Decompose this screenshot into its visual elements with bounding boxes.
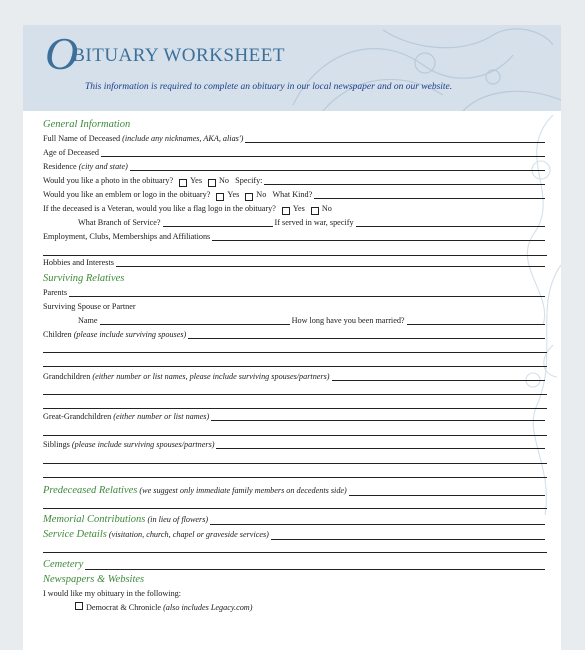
photo-question: Would you like a photo in the obituary? [43, 176, 174, 185]
employment-field-line-2[interactable] [43, 255, 547, 256]
service-field[interactable] [271, 538, 545, 540]
service-field-line-2[interactable] [43, 552, 547, 553]
general-information-heading: General Information [43, 119, 131, 130]
page-subtitle: This information is required to complete an obituary in our local newspaper and on our website. [85, 82, 453, 92]
parents-field[interactable] [69, 295, 545, 297]
title-initial: O [45, 28, 79, 79]
emblem-kind-field[interactable] [314, 197, 545, 199]
grandchildren-field[interactable] [332, 379, 545, 381]
grandchildren-field-line-3[interactable] [43, 408, 547, 409]
spouse-label: Surviving Spouse or Partner [43, 302, 136, 311]
served-war-label: If served in war, specify [274, 218, 354, 227]
great-grandchildren-note: (either number or list names) [113, 412, 210, 421]
residence-label: Residence [43, 162, 77, 171]
great-grandchildren-label: Great-Grandchildren [43, 412, 112, 421]
grandchildren-row [43, 371, 547, 383]
great-grandchildren-field[interactable] [211, 419, 545, 421]
branch-label: What Branch of Service? [78, 218, 161, 227]
parents-row [43, 287, 547, 299]
residence-row [43, 161, 547, 173]
cemetery-field[interactable] [85, 568, 545, 570]
age-label: Age of Deceased [43, 148, 99, 157]
emblem-row [43, 189, 547, 201]
predeceased-heading: Predeceased Relatives [43, 485, 138, 496]
photo-yes-label: Yes [190, 176, 203, 185]
header-banner [23, 25, 561, 111]
spouse-name-row [78, 315, 547, 327]
predeceased-row [43, 484, 547, 498]
children-label: Children [43, 330, 72, 339]
veteran-yes-label: Yes [292, 204, 305, 213]
predeceased-note: (we suggest only immediate family members on decedents side) [139, 486, 347, 495]
title-text: BITUARY WORKSHEET [72, 45, 285, 66]
veteran-yes-checkbox[interactable] [282, 207, 290, 215]
emblem-yes-checkbox[interactable] [216, 193, 224, 201]
great-grandchildren-field-line-2[interactable] [43, 435, 547, 436]
service-heading: Service Details [43, 529, 107, 540]
branch-row [78, 217, 547, 229]
what-kind-label: What Kind? [272, 190, 313, 199]
veteran-no-checkbox[interactable] [311, 207, 319, 215]
newspaper-option-1 [75, 602, 252, 614]
residence-field[interactable] [130, 169, 545, 171]
democrat-chronicle-checkbox[interactable] [75, 602, 83, 610]
children-field-line-2[interactable] [43, 352, 547, 353]
age-row [43, 147, 547, 159]
name-label: Name [78, 316, 98, 325]
siblings-row [43, 439, 547, 451]
emblem-no-label: No [256, 190, 267, 199]
branch-field[interactable] [163, 225, 273, 227]
page-title [45, 27, 285, 80]
photo-specify-field[interactable] [264, 183, 545, 185]
hobbies-field[interactable] [116, 265, 545, 267]
age-field[interactable] [101, 155, 545, 157]
veteran-no-label: No [321, 204, 332, 213]
served-war-field[interactable] [356, 225, 545, 227]
residence-note: (city and state) [78, 162, 128, 171]
photo-no-label: No [219, 176, 230, 185]
memorial-row [43, 513, 547, 527]
grandchildren-label: Grandchildren [43, 372, 91, 381]
cemetery-heading: Cemetery [43, 559, 84, 570]
spouse-row [43, 301, 547, 313]
siblings-label: Siblings [43, 440, 70, 449]
emblem-no-checkbox[interactable] [245, 193, 253, 201]
children-field-line-3[interactable] [43, 366, 547, 367]
cemetery-row [43, 558, 547, 572]
siblings-field[interactable] [216, 447, 545, 449]
veteran-question: If the deceased is a Veteran, would you like a flag logo in the obituary? [43, 204, 276, 213]
full-name-field[interactable] [245, 141, 545, 143]
great-grandchildren-row [43, 411, 547, 423]
parents-label: Parents [43, 288, 68, 297]
democrat-chronicle-note: (also includes Legacy.com) [163, 603, 253, 612]
predeceased-field[interactable] [349, 494, 545, 496]
siblings-field-line-2[interactable] [43, 463, 547, 464]
married-label: How long have you been married? [291, 316, 405, 325]
grandchildren-field-line-2[interactable] [43, 394, 547, 395]
siblings-field-line-3[interactable] [43, 477, 547, 478]
specify-label: Specify: [235, 176, 263, 185]
siblings-note: (please include surviving spouses/partners) [71, 440, 215, 449]
newspapers-heading: Newspapers & Websites [43, 574, 145, 585]
married-field[interactable] [407, 323, 545, 325]
children-field[interactable] [188, 337, 545, 339]
hobbies-row [43, 257, 547, 269]
service-note: (visitation, church, chapel or graveside services) [108, 530, 269, 539]
full-name-note: (include any nicknames, AKA, alias') [122, 134, 244, 143]
full-name-label: Full Name of Deceased [43, 134, 121, 143]
photo-row [43, 175, 547, 187]
employment-field[interactable] [212, 239, 545, 241]
service-row [43, 528, 547, 542]
photo-yes-checkbox[interactable] [179, 179, 187, 187]
worksheet-page [23, 25, 561, 650]
memorial-field[interactable] [210, 523, 545, 525]
newspapers-intro: I would like my obituary in the following: [43, 589, 182, 598]
full-name-row [43, 133, 547, 145]
grandchildren-note: (either number or list names, please include surviving spouses/partners) [92, 372, 330, 381]
veteran-row [43, 203, 547, 215]
emblem-yes-label: Yes [227, 190, 240, 199]
employment-label: Employment, Clubs, Memberships and Affiliations [43, 232, 211, 241]
memorial-note: (in lieu of flowers) [147, 515, 209, 524]
children-note: (please include surviving spouses) [73, 330, 187, 339]
emblem-question: Would you like an emblem or logo in the obituary? [43, 190, 211, 199]
hobbies-label: Hobbies and Interests [43, 258, 114, 267]
predeceased-field-line-2[interactable] [43, 508, 547, 509]
spouse-name-field[interactable] [100, 323, 290, 325]
democrat-chronicle-label: Democrat & Chronicle [86, 603, 162, 612]
employment-row [43, 231, 547, 243]
surviving-relatives-heading: Surviving Relatives [43, 273, 125, 284]
memorial-heading: Memorial Contributions [43, 514, 146, 525]
children-row [43, 329, 547, 341]
photo-no-checkbox[interactable] [208, 179, 216, 187]
